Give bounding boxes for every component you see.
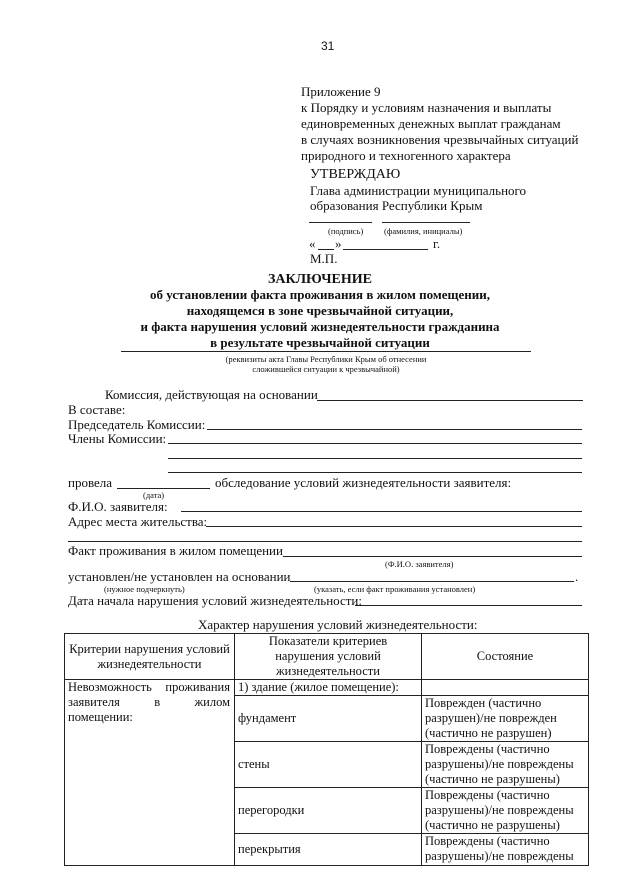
appendix-line: к Порядку и условиям назначения и выплаты bbox=[301, 100, 552, 115]
subtitle-line: в результате чрезвычайной ситуации bbox=[210, 335, 430, 350]
date-hint: (дата) bbox=[143, 490, 165, 500]
header-state: Состояние bbox=[422, 634, 589, 680]
residence-label: Факт проживания в жилом помещении bbox=[68, 543, 283, 558]
appendix-line: в случаях возникновения чрезвычайных ситуаций bbox=[301, 132, 579, 147]
members-label: Члены Комиссии: bbox=[68, 431, 167, 446]
subtitle-line: находящемся в зоне чрезвычайной ситуации, bbox=[186, 303, 454, 318]
applicant-label: Ф.И.О. заявителя: bbox=[68, 499, 168, 514]
act-hint-line: (реквизиты акта Главы Республики Крым об отнесении bbox=[225, 354, 427, 364]
act-line bbox=[121, 351, 531, 352]
document-subtitle bbox=[0, 287, 640, 351]
basis-field[interactable] bbox=[290, 581, 574, 582]
commission-label: Комиссия, действующая на основании bbox=[105, 387, 318, 402]
applicant-field[interactable] bbox=[181, 511, 582, 512]
chairman-label: Председатель Комиссии: bbox=[68, 417, 206, 432]
composition-label: В составе: bbox=[68, 402, 126, 417]
start-date-label: Дата начала нарушения условий жизнедеятельности: bbox=[68, 593, 362, 608]
act-hint bbox=[121, 354, 531, 374]
specify-hint: (указать, если факт проживания установлен) bbox=[314, 584, 476, 594]
indicator-cell: стены bbox=[235, 742, 422, 788]
name-line bbox=[382, 222, 470, 223]
appendix-line: природного и техногенного характера bbox=[301, 148, 511, 163]
members-field[interactable] bbox=[168, 472, 582, 473]
appendix-block bbox=[301, 84, 578, 164]
building-cell: 1) здание (жилое помещение): bbox=[235, 680, 422, 696]
subtitle-line: и факта нарушения условий жизнедеятельности гражданина bbox=[140, 319, 500, 334]
signature-hint: (подпись) bbox=[328, 226, 364, 236]
period: . bbox=[575, 569, 579, 584]
signature-line bbox=[309, 222, 372, 223]
underline-hint: (нужное подчеркнуть) bbox=[104, 584, 185, 594]
act-hint-line: сложившейся ситуации к чрезвычайной) bbox=[252, 364, 400, 374]
chairman-field[interactable] bbox=[207, 429, 582, 430]
approval-year: г. bbox=[433, 236, 441, 251]
appendix-title: Приложение 9 bbox=[301, 84, 381, 99]
commission-basis-field[interactable] bbox=[317, 400, 583, 401]
address-label: Адрес места жительства: bbox=[68, 514, 208, 529]
state-cell: Поврежден (частично разрушен)/не поврежден (частично не разрушен) bbox=[422, 696, 589, 742]
approval-position-1: Глава администрации муниципального bbox=[310, 183, 527, 198]
survey-label: обследование условий жизнедеятельности заявителя: bbox=[215, 475, 512, 490]
established-label: установлен/не установлен на основании bbox=[68, 569, 291, 584]
applicant-hint: (Ф.И.О. заявителя) bbox=[385, 559, 454, 569]
subtitle-line: об установлении факта проживания в жилом помещении, bbox=[149, 287, 490, 302]
table-header-row bbox=[65, 634, 589, 680]
approval-position-2: образования Республики Крым bbox=[310, 198, 483, 213]
header-criteria: Критерии нарушения условий жизнедеятельности bbox=[65, 634, 235, 680]
day-line bbox=[318, 249, 334, 250]
survey-date-field[interactable] bbox=[117, 488, 210, 489]
page-number: 31 bbox=[321, 39, 335, 53]
start-date-field[interactable] bbox=[355, 605, 582, 606]
indicator-cell: фундамент bbox=[235, 696, 422, 742]
indicator-cell: перегородки bbox=[235, 788, 422, 834]
address-field[interactable] bbox=[206, 526, 582, 527]
table-caption: Характер нарушения условий жизнедеятельности: bbox=[198, 617, 478, 632]
criteria-table bbox=[64, 633, 589, 866]
document-title: ЗАКЛЮЧЕНИЕ bbox=[267, 272, 373, 287]
conducted-label: провела bbox=[68, 475, 113, 490]
criterion-text: Невозможность проживания заявителя в жилом помещении: bbox=[68, 680, 230, 724]
state-cell: Повреждены (частично разрушены)/не повреждены (частично не разрушены) bbox=[422, 742, 589, 788]
month-line bbox=[343, 249, 428, 250]
residence-applicant-field[interactable] bbox=[283, 556, 582, 557]
approval-date-open: « bbox=[309, 236, 316, 251]
state-cell: Повреждены (частично разрушены)/не повреждены (частично не разрушены) bbox=[422, 788, 589, 834]
members-field[interactable] bbox=[168, 443, 582, 444]
name-hint: (фамилия, инициалы) bbox=[384, 226, 463, 236]
members-field[interactable] bbox=[168, 458, 582, 459]
table-row bbox=[65, 680, 589, 696]
header-indicators: Показатели критериев нарушения условий жизнедеятельности bbox=[235, 634, 422, 680]
indicator-cell: перекрытия bbox=[235, 834, 422, 866]
approval-date-close: » bbox=[335, 236, 342, 251]
approval-heading: УТВЕРЖДАЮ bbox=[310, 167, 401, 182]
state-cell bbox=[422, 680, 589, 696]
stamp-label: М.П. bbox=[310, 251, 338, 266]
address-field[interactable] bbox=[68, 541, 582, 542]
appendix-line: единовременных денежных выплат гражданам bbox=[301, 116, 561, 131]
criterion-cell bbox=[65, 680, 235, 866]
state-cell: Повреждены (частично разрушены)/не повреждены bbox=[422, 834, 589, 866]
